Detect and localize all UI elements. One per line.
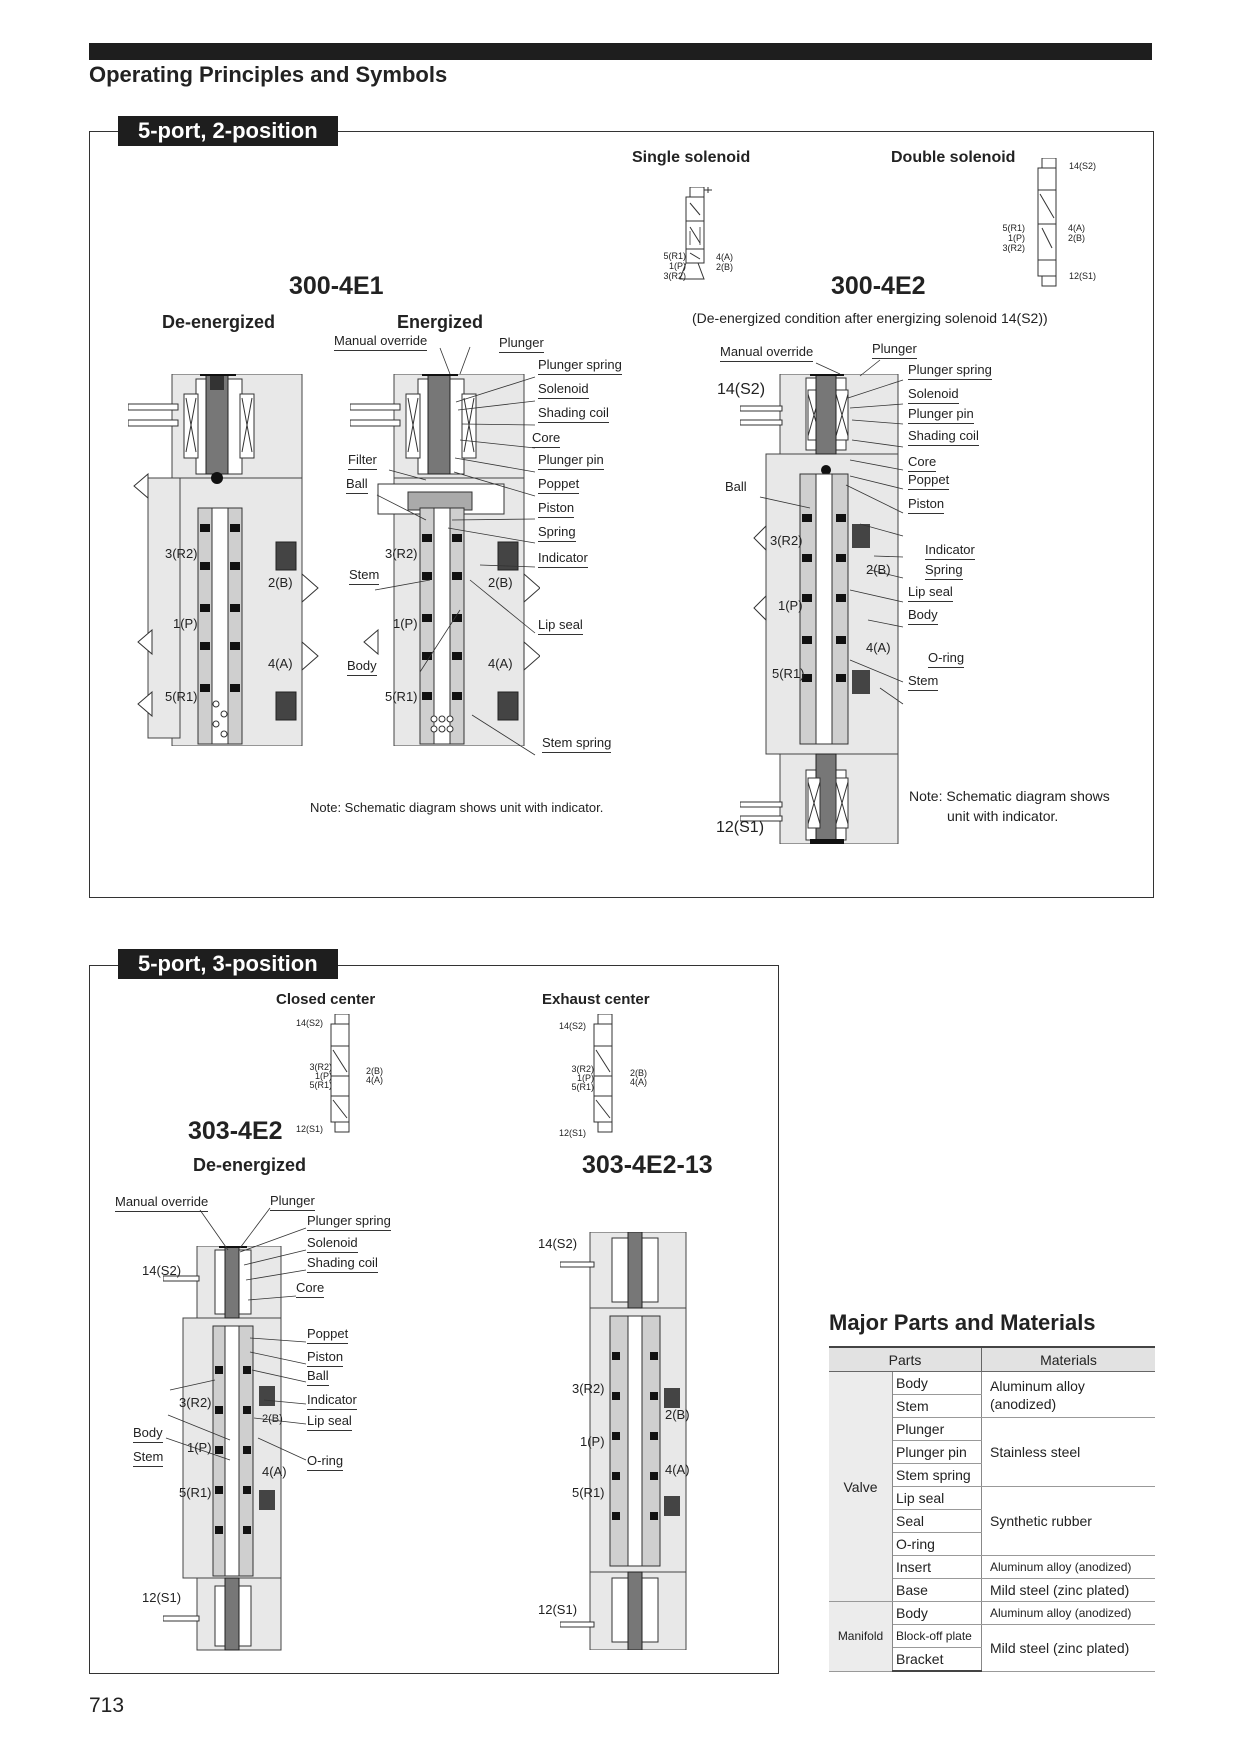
label-e2-poppet: Poppet bbox=[908, 472, 949, 490]
table-row bbox=[829, 1372, 1155, 1395]
note-schematic-right-2: unit with indicator. bbox=[947, 808, 1059, 824]
sym4-port-p: 1(P) bbox=[576, 1073, 594, 1083]
label-ball: Ball bbox=[346, 476, 368, 494]
label-e2-plunger-pin: Plunger pin bbox=[908, 406, 974, 424]
materials-header-materials: Materials bbox=[982, 1347, 1156, 1372]
sym1-port-r2: 3(R2) bbox=[663, 271, 686, 281]
label-e2-lip-seal: Lip seal bbox=[908, 584, 953, 602]
label-3p-stem: Stem bbox=[133, 1449, 163, 1467]
section-3-position-tab: 5-port, 3-position bbox=[118, 949, 338, 979]
valve-300-4e2-diagram bbox=[740, 374, 900, 844]
material-aluminum-anodized bbox=[982, 1372, 1156, 1418]
label-shading-coil: Shading coil bbox=[538, 405, 609, 423]
label-e2-ball: Ball bbox=[725, 479, 747, 494]
group-valve: Valve bbox=[829, 1372, 893, 1602]
label-3p-manual-override: Manual override bbox=[115, 1194, 208, 1212]
materials-header-parts: Parts bbox=[829, 1347, 982, 1372]
sym2-port-a: 4(A) bbox=[1068, 223, 1086, 233]
model-300-4e2-note: (De-energized condition after energizing solenoid 14(S2)) bbox=[692, 310, 1048, 326]
label-3p-ball: Ball bbox=[307, 1368, 329, 1386]
label-e2-body: Body bbox=[908, 607, 938, 625]
port-a-left: 4(A) bbox=[268, 656, 293, 671]
material-stainless: Stainless steel bbox=[982, 1418, 1156, 1487]
sym3-port-a: 4(A) bbox=[366, 1075, 384, 1085]
port-3p13-s2: 14(S2) bbox=[538, 1236, 578, 1251]
sym4-port-r1: 5(R1) bbox=[571, 1082, 594, 1092]
label-manual-override: Manual override bbox=[334, 333, 427, 351]
port-b-left: 2(B) bbox=[268, 575, 293, 590]
port-a-mid: 4(A) bbox=[488, 656, 513, 671]
part-stem: Stem bbox=[893, 1395, 982, 1418]
group-manifold: Manifold bbox=[829, 1602, 893, 1672]
sym2-port-b: 2(B) bbox=[1068, 233, 1086, 243]
sym1-port-a: 4(A) bbox=[716, 252, 734, 262]
sym4-port-a: 4(A) bbox=[630, 1077, 648, 1087]
material-aluminum-line2: (anodized) bbox=[990, 1395, 1057, 1412]
sym4-port-s1: 12(S1) bbox=[559, 1128, 587, 1138]
closed-center-heading: Closed center bbox=[276, 991, 376, 1008]
port-r1-mid: 5(R1) bbox=[385, 689, 418, 704]
sym4-port-r2: 3(R2) bbox=[571, 1064, 594, 1074]
label-core: Core bbox=[532, 430, 560, 448]
label-3p-poppet: Poppet bbox=[307, 1326, 348, 1344]
material-manifold-body: Aluminum alloy (anodized) bbox=[982, 1602, 1156, 1625]
exhaust-center-symbol bbox=[592, 1014, 622, 1140]
closed-center-symbol bbox=[329, 1014, 359, 1140]
materials-table bbox=[829, 1346, 1155, 1672]
model-303-4e2: 303-4E2 bbox=[188, 1117, 283, 1145]
materials-title: Major Parts and Materials bbox=[829, 1310, 1096, 1335]
label-stem: Stem bbox=[349, 567, 379, 585]
label-plunger-spring: Plunger spring bbox=[538, 357, 622, 375]
label-3p-indicator: Indicator bbox=[307, 1392, 357, 1410]
part-plunger-pin: Plunger pin bbox=[893, 1441, 982, 1464]
label-lip-seal: Lip seal bbox=[538, 617, 583, 635]
label-3p-piston: Piston bbox=[307, 1349, 343, 1367]
label-poppet: Poppet bbox=[538, 476, 579, 494]
part-base: Base bbox=[893, 1579, 982, 1602]
label-3p-solenoid: Solenoid bbox=[307, 1235, 358, 1253]
sym2-port-s1: 12(S1) bbox=[1069, 271, 1097, 281]
port-p-left: 1(P) bbox=[173, 616, 198, 631]
label-indicator: Indicator bbox=[538, 550, 588, 568]
de-energized-heading-3pos: De-energized bbox=[193, 1155, 307, 1175]
port-3p13-s1: 12(S1) bbox=[538, 1602, 578, 1617]
de-energized-heading: De-energized bbox=[162, 312, 276, 332]
sym3-port-s2: 14(S2) bbox=[296, 1018, 324, 1028]
port-3p13-p: 1(P) bbox=[580, 1434, 605, 1449]
label-e2-piston: Piston bbox=[908, 496, 944, 514]
label-e2-manual-override: Manual override bbox=[720, 344, 813, 362]
port-r1-left: 5(R1) bbox=[165, 689, 198, 704]
sym3-port-r1: 5(R1) bbox=[309, 1080, 332, 1090]
sym2-port-p: 1(P) bbox=[1007, 233, 1025, 243]
sym1-port-b: 2(B) bbox=[716, 262, 734, 272]
port-r2-mid: 3(R2) bbox=[385, 546, 418, 561]
label-3p-plunger-spring: Plunger spring bbox=[307, 1213, 391, 1231]
port-3p13-r2: 3(R2) bbox=[572, 1381, 605, 1396]
label-3p-body: Body bbox=[133, 1425, 163, 1443]
single-solenoid-heading: Single solenoid bbox=[632, 149, 751, 166]
port-e2-p: 1(P) bbox=[778, 598, 803, 613]
port-r2-left: 3(R2) bbox=[165, 546, 198, 561]
port-b-mid: 2(B) bbox=[488, 575, 513, 590]
port-3p13-b: 2(B) bbox=[665, 1407, 690, 1422]
port-3p-s2: 14(S2) bbox=[142, 1263, 182, 1278]
part-body: Body bbox=[893, 1372, 982, 1395]
material-manifold-rest: Mild steel (zinc plated) bbox=[982, 1625, 1156, 1672]
material-aluminum-line1: Aluminum alloy bbox=[990, 1377, 1085, 1394]
page-title: Operating Principles and Symbols bbox=[89, 62, 448, 87]
label-e2-plunger-spring: Plunger spring bbox=[908, 362, 992, 380]
label-3p-plunger: Plunger bbox=[270, 1193, 315, 1211]
material-insert: Aluminum alloy (anodized) bbox=[982, 1556, 1156, 1579]
port-e2-r1: 5(R1) bbox=[772, 666, 805, 681]
label-3p-shading-coil: Shading coil bbox=[307, 1255, 378, 1273]
port-e2-s1: 12(S1) bbox=[716, 819, 765, 836]
sym4-port-s2: 14(S2) bbox=[559, 1021, 587, 1031]
label-spring: Spring bbox=[538, 524, 576, 542]
part-insert: Insert bbox=[893, 1556, 982, 1579]
note-schematic-right-1: Note: Schematic diagram shows bbox=[909, 788, 1110, 804]
port-3p-a: 4(A) bbox=[262, 1464, 287, 1479]
port-3p-r1: 5(R1) bbox=[179, 1485, 212, 1500]
sym3-port-p: 1(P) bbox=[314, 1071, 332, 1081]
sym3-port-b: 2(B) bbox=[366, 1066, 384, 1076]
sym3-port-r2: 3(R2) bbox=[309, 1062, 332, 1072]
port-e2-a: 4(A) bbox=[866, 640, 891, 655]
label-plunger: Plunger bbox=[499, 335, 544, 353]
part-o-ring: O-ring bbox=[893, 1533, 982, 1556]
label-e2-spring: Spring bbox=[925, 562, 963, 580]
note-schematic-left: Note: Schematic diagram shows unit with indicator. bbox=[310, 800, 604, 815]
sym2-port-s2: 14(S2) bbox=[1069, 161, 1097, 171]
exhaust-center-heading: Exhaust center bbox=[542, 991, 650, 1008]
part-seal: Seal bbox=[893, 1510, 982, 1533]
energized-heading: Energized bbox=[397, 312, 484, 332]
sym3-port-s1: 12(S1) bbox=[296, 1124, 324, 1134]
table-row bbox=[829, 1602, 1155, 1625]
label-e2-o-ring: O-ring bbox=[928, 650, 964, 668]
label-e2-shading-coil: Shading coil bbox=[908, 428, 979, 446]
label-plunger-pin: Plunger pin bbox=[538, 452, 604, 470]
label-e2-plunger: Plunger bbox=[872, 341, 917, 359]
sym1-port-p: 1(P) bbox=[668, 261, 686, 271]
port-3p-s1: 12(S1) bbox=[142, 1590, 182, 1605]
model-300-4e1: 300-4E1 bbox=[289, 272, 384, 300]
port-p-mid: 1(P) bbox=[393, 616, 418, 631]
port-3p-b: 2(B) bbox=[262, 1413, 283, 1425]
part-bracket: Bracket bbox=[893, 1648, 982, 1672]
port-e2-s2: 14(S2) bbox=[717, 381, 766, 398]
label-3p-core: Core bbox=[296, 1280, 324, 1298]
part-lip-seal: Lip seal bbox=[893, 1487, 982, 1510]
material-rubber: Synthetic rubber bbox=[982, 1487, 1156, 1556]
port-3p13-a: 4(A) bbox=[665, 1462, 690, 1477]
double-solenoid-heading: Double solenoid bbox=[891, 149, 1016, 166]
label-body: Body bbox=[347, 658, 377, 676]
section-2-position-tab: 5-port, 2-position bbox=[118, 116, 338, 146]
sym4-port-b: 2(B) bbox=[630, 1068, 648, 1078]
sym2-port-r2: 3(R2) bbox=[1002, 243, 1025, 253]
label-e2-indicator: Indicator bbox=[925, 542, 975, 560]
label-3p-o-ring: O-ring bbox=[307, 1453, 343, 1471]
port-3p13-r1: 5(R1) bbox=[572, 1485, 605, 1500]
label-solenoid: Solenoid bbox=[538, 381, 589, 399]
sym1-port-r1: 5(R1) bbox=[663, 251, 686, 261]
valve-300-4e1-energized-diagram bbox=[350, 374, 540, 746]
port-e2-b: 2(B) bbox=[866, 562, 891, 577]
label-stem-spring: Stem spring bbox=[542, 735, 611, 753]
materials-header-row bbox=[829, 1347, 1155, 1372]
valve-300-4e1-de-energized-diagram bbox=[128, 374, 320, 746]
part-stem-spring: Stem spring bbox=[893, 1464, 982, 1487]
label-piston: Piston bbox=[538, 500, 574, 518]
port-e2-r2: 3(R2) bbox=[770, 533, 803, 548]
model-300-4e2: 300-4E2 bbox=[831, 272, 926, 300]
label-e2-solenoid: Solenoid bbox=[908, 386, 959, 404]
header-bar bbox=[89, 43, 1152, 60]
port-3p-r2: 3(R2) bbox=[179, 1395, 212, 1410]
page-number: 713 bbox=[89, 1694, 125, 1717]
label-e2-core: Core bbox=[908, 454, 936, 472]
part-plunger: Plunger bbox=[893, 1418, 982, 1441]
part-manifold-body: Body bbox=[893, 1602, 982, 1625]
label-filter: Filter bbox=[348, 452, 377, 470]
label-e2-stem: Stem bbox=[908, 673, 938, 691]
material-base: Mild steel (zinc plated) bbox=[982, 1579, 1156, 1602]
model-303-4e2-13: 303-4E2-13 bbox=[582, 1151, 713, 1179]
label-3p-lip-seal: Lip seal bbox=[307, 1413, 352, 1431]
part-block-off-plate: Block-off plate bbox=[893, 1625, 982, 1648]
port-3p-p: 1(P) bbox=[187, 1440, 212, 1455]
sym2-port-r1: 5(R1) bbox=[1002, 223, 1025, 233]
